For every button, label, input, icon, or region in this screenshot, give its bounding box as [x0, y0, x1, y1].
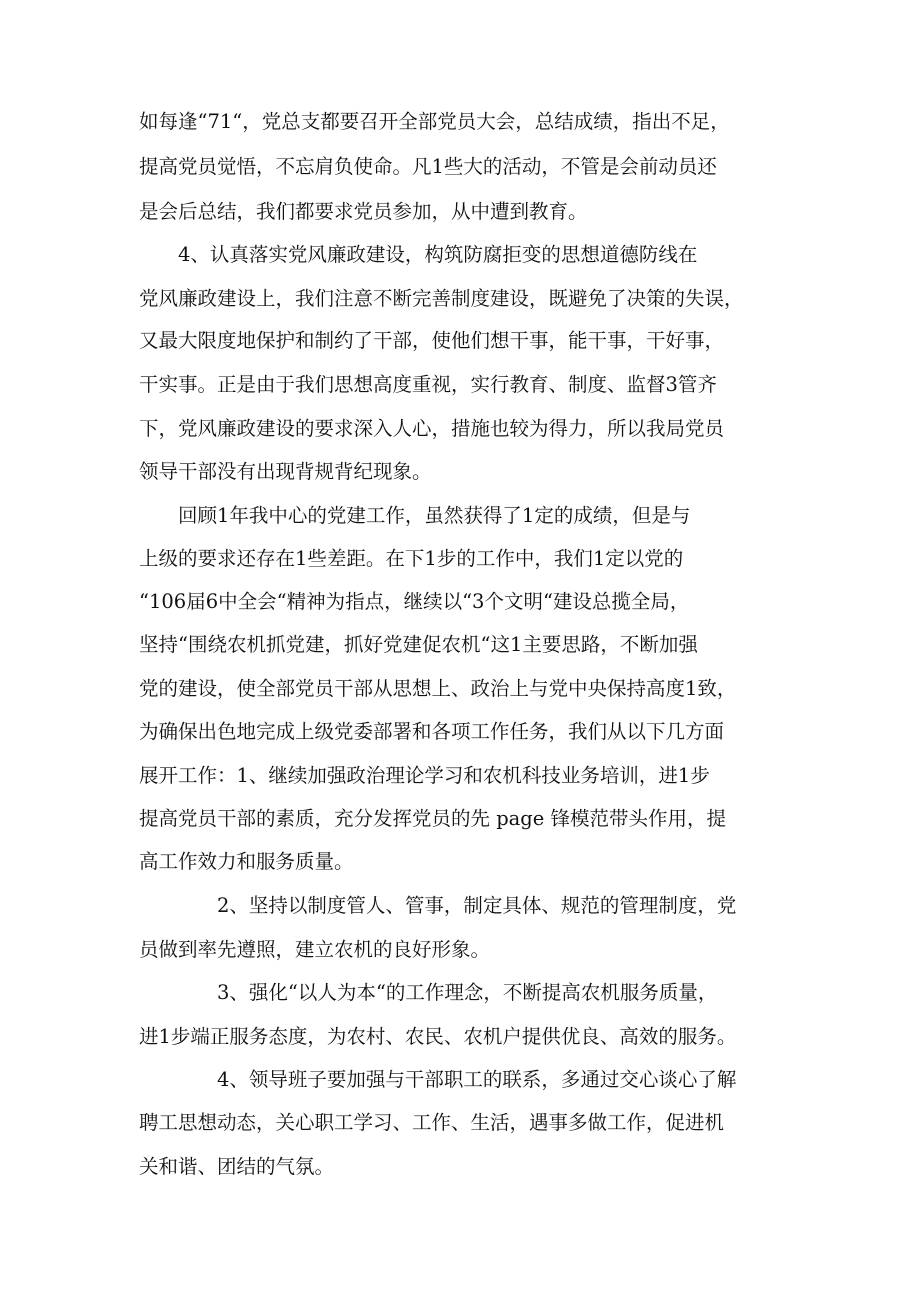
text-line: 进1步端正服务态度，为农村、农民、农机户提供优良、高效的服务。: [139, 1025, 737, 1048]
text-line: 领导干部没有出现背规背纪现象。: [139, 460, 432, 483]
text-line: 3、强化“以人为本“的工作理念，不断提高农机服务质量，: [217, 981, 718, 1004]
text-line: 展开工作：1、继续加强政治理论学习和农机科技业务培训，进1步: [139, 764, 710, 787]
text-line: 2、坚持以制度管人、管事，制定具体、规范的管理制度，党: [217, 894, 737, 917]
text-line: 关和谐、团结的气氛。: [139, 1155, 335, 1178]
text-line: 提高党员干部的素质，充分发挥党员的先 page 锋模范带头作用，提: [139, 807, 727, 830]
text-line: 高工作效力和服务质量。: [139, 850, 354, 873]
text-line: 党的建设，使全部党员干部从思想上、政治上与党中央保持高度1致，: [139, 677, 737, 700]
text-line: 上级的要求还存在1些差距。在下1步的工作中，我们1定以党的: [139, 547, 684, 570]
text-line: 回顾1年我中心的党建工作，虽然获得了1定的成绩，但是与: [178, 504, 691, 527]
text-line: 聘工思想动态，关心职工学习、工作、生活，遇事多做工作，促进机: [139, 1111, 725, 1134]
text-line: 4、领导班子要加强与干部职工的联系，多通过交心谈心了解: [217, 1068, 737, 1091]
text-line: 为确保出色地完成上级党委部署和各项工作任务，我们从以下几方面: [139, 720, 725, 743]
text-line: 提高党员觉悟，不忘肩负使命。凡1些大的活动，不管是会前动员还: [139, 155, 717, 178]
text-line: 员做到率先遵照，建立农机的良好形象。: [139, 938, 491, 961]
text-line: 党风廉政建设上，我们注意不断完善制度建设，既避免了决策的失误，: [139, 287, 744, 310]
text-line: 如每逢“71“，党总支都要召开全部党员大会，总结成绩，指出不足，: [139, 110, 730, 133]
text-line: 4、认真落实党风廉政建设，构筑防腐拒变的思想道德防线在: [178, 243, 698, 266]
text-line: 又最大限度地保护和制约了干部，使他们想干事，能干事，干好事，: [139, 329, 725, 352]
text-line: 坚持“围绕农机抓党建，抓好党建促农机“这1主要思路，不断加强: [139, 633, 698, 656]
text-line: “106届6中全会“精神为指点，继续以“3个文明“建设总揽全局，: [139, 590, 690, 613]
text-line: 下，党风廉政建设的要求深入人心，措施也较为得力，所以我局党员: [139, 417, 725, 440]
text-line: 是会后总结，我们都要求党员参加，从中遭到教育。: [139, 200, 588, 223]
text-line: 干实事。正是由于我们思想高度重视，实行教育、制度、监督3管齐: [139, 373, 717, 396]
